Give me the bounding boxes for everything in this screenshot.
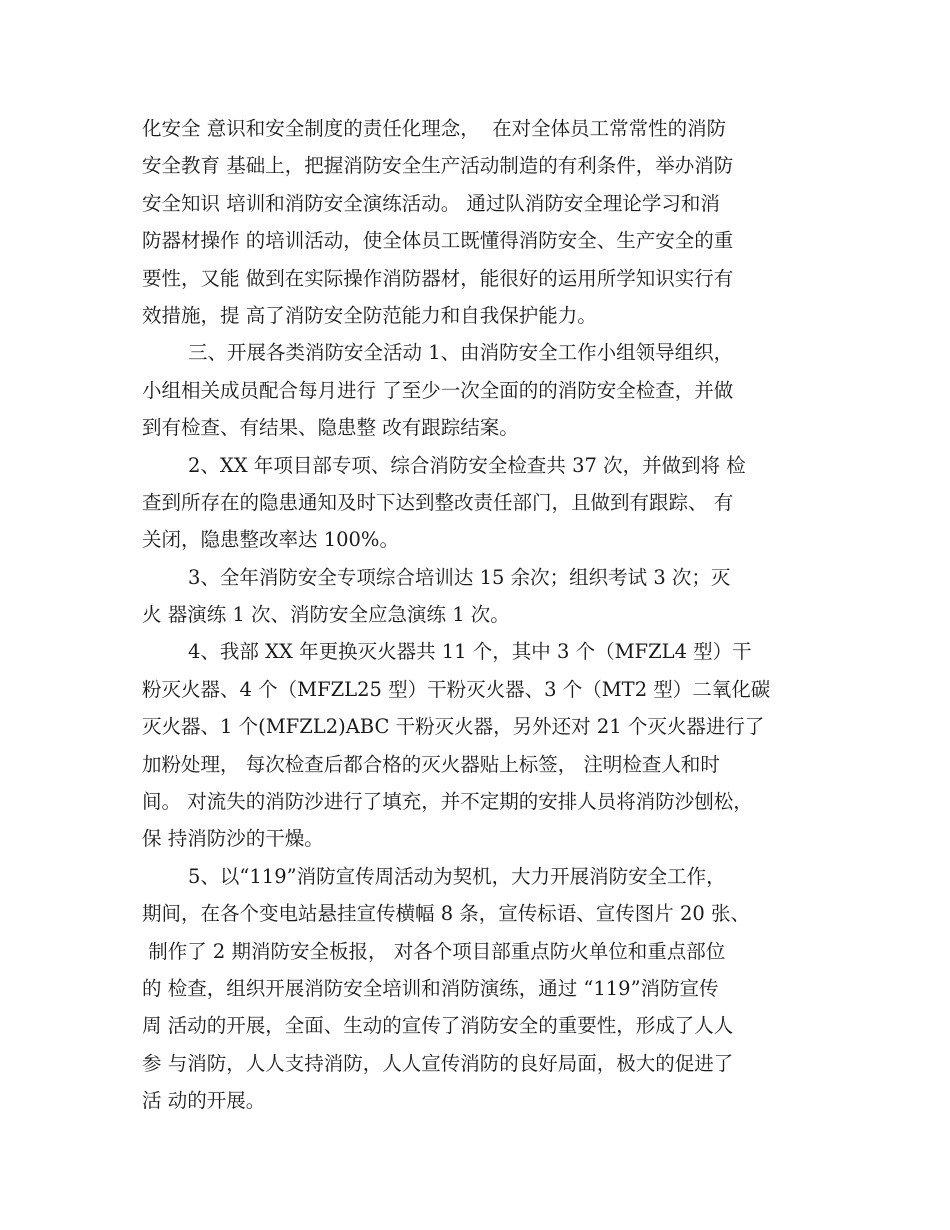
text-line: 小组相关成员配合每月进行 了至少一次全面的的消防安全检查，并做	[142, 378, 734, 402]
text-line: 周 活动的开展，全面、生动的宣传了消防安全的重要性，形成了人人	[142, 1014, 734, 1038]
text-line: 粉灭火器、4 个（MFZL25 型）干粉灭火器、3 个（MT2 型）二氧化碳	[142, 677, 771, 701]
text-line: 活 动的开展。	[142, 1089, 266, 1113]
text-line: 保 持消防沙的干燥。	[142, 827, 324, 851]
text-line-indented: 4、我部 XX 年更换灭火器共 11 个，其中 3 个（MFZL4 型）干	[188, 640, 752, 664]
text-line: 效措施，提 高了消防安全防范能力和自我保护能力。	[142, 303, 597, 327]
text-line: 防器材操作 的培训活动，使全体员工既懂得消防安全、生产安全的重	[142, 229, 734, 253]
text-line-indented: 2、XX 年项目部专项、综合消防安全检查共 37 次，并做到将 检	[188, 453, 746, 477]
text-line-indented: 5、以“119”消防宣传周活动为契机，大力开展消防安全工作，	[188, 864, 726, 888]
text-line: 安全教育 基础上，把握消防安全生产活动制造的有利条件，举办消防	[142, 154, 734, 178]
text-line-indented: 3、全年消防安全专项综合培训达 15 余次；组织考试 3 次；灭	[188, 565, 731, 589]
text-line-indented: 三、开展各类消防安全活动 1、由消防安全工作小组领导组织，	[188, 341, 734, 365]
text-line: 安全知识 培训和消防安全演练活动。 通过队消防安全理论学习和消	[142, 191, 720, 215]
text-line: 关闭，隐患整改率达 100%。	[142, 528, 399, 552]
text-line: 加粉处理， 每次检查后都合格的灭火器贴上标签， 注明检查人和时	[142, 752, 720, 776]
text-line: 期间，在各个变电站悬挂宣传横幅 8 条，宣传标语、宣传图片 20 张、	[142, 902, 751, 926]
text-line: 参 与消防，人人支持消防，人人宣传消防的良好局面，极大的促进了	[142, 1051, 734, 1075]
text-line: 到有检查、有结果、隐患整 改有跟踪结案。	[142, 416, 519, 440]
text-line: 火 器演练 1 次、消防安全应急演练 1 次。	[142, 603, 510, 627]
text-line: 查到所存在的隐患通知及时下达到整改责任部门，且做到有跟踪、 有	[142, 490, 734, 514]
text-line: 灭火器、1 个(MFZL2)ABC 干粉灭火器，另外还对 21 个灭火器进行了	[142, 715, 765, 739]
text-line: 要性，又能 做到在实际操作消防器材，能很好的运用所学知识实行有	[142, 266, 734, 290]
text-line: 间。 对流失的消防沙进行了填充，并不定期的安排人员将消防沙刨松，	[142, 790, 753, 814]
text-line: 的 检查，组织开展消防安全培训和消防演练，通过 “119”消防宣传	[142, 976, 719, 1000]
text-line: 化安全 意识和安全制度的责任化理念， 在对全体员工常常性的消防	[142, 117, 727, 140]
document-body	[142, 110, 814, 1120]
text-line: 制作了 2 期消防安全板报， 对各个项目部重点防火单位和重点部位	[142, 939, 726, 963]
